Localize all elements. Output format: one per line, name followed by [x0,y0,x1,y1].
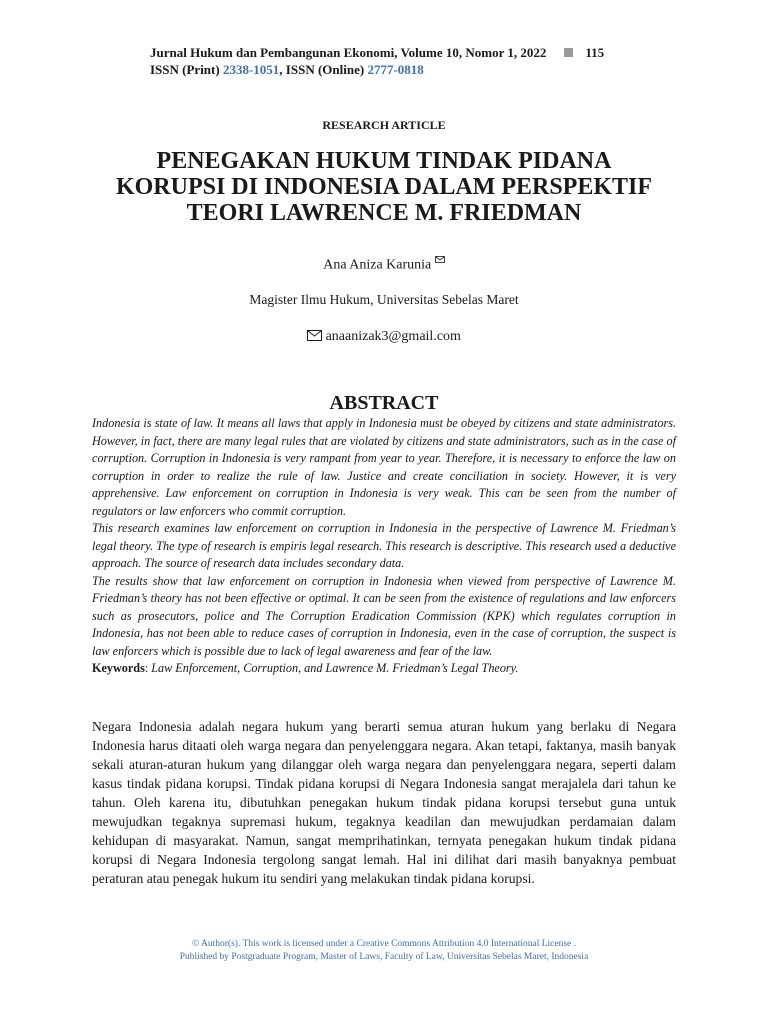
abstract-body [92,415,676,678]
issn-online-label: , ISSN (Online) [279,62,368,77]
title-line: PENEGAKAN HUKUM TINDAK PIDANA [156,148,612,174]
issn-print-label: ISSN (Print) [150,62,223,77]
abstract-heading: ABSTRACT [329,392,439,414]
envelope-icon [307,329,326,344]
email-line [0,329,768,345]
journal-header [150,44,680,78]
abstract-paragraph: The results show that law enforcement on corruption in Indonesia when viewed from perspective of Lawrence M. Friedman’s theory has not been effective or optimal. It can be seen from the existence of regulations and law enforcers such as prosecutors, police and The Corruption Eradication Commission (KPK) which regulates corruption in Indonesia, has not been able to reduce cases of corruption in Indonesia, even in the case of corruption, the suspect is law enforcers which is possible due to lack of legal awareness and fear of the law. [92,573,676,658]
title-line: TEORI LAWRENCE M. FRIEDMAN [186,200,582,226]
article-type: RESEARCH ARTICLE [322,118,446,132]
page-number: 115 [585,45,605,60]
journal-name: Jurnal Hukum dan Pembangunan Ekonomi, Volume 10, Nomor 1, 2022 [150,45,547,60]
title-line: KORUPSI DI INDONESIA DALAM PERSPEKTIF [115,174,653,200]
keywords-list: Law Enforcement, Corruption, and Lawrence M. Friedman’s Legal Theory. [151,661,519,675]
introduction-paragraph: Negara Indonesia adalah negara hukum yang berarti semua aturan hukum yang berlaku di Negara Indonesia harus ditaati oleh warga negara dan penyelenggara negara. Akan tetapi, faktanya, masih banyak sekali aturan-aturan hukum yang dilanggar oleh warga negara dan penyelenggara negara, seperti dalam kasus tindak pidana korupsi. Tindak pidana korupsi di Negara Indonesia sangat merajalela dari tahun ke tahun. Oleh karena itu, dibutuhkan penegakan hukum tindak pidana korupsi tersebut guna untuk mewujudkan tegaknya supremasi hukum, tegaknya keadilan dan mewujudkan perdamaian dalam kehidupan di masyarakat. Namun, sangat memprihatinkan, ternyata penegakan hukum tindak pidana korupsi di Negara Indonesia tergolong sangat lemah. Hal ini dilihat dari masih banyaknya pembuat peraturan atau penegak hukum itu sendiri yang melakukan tindak pidana korupsi. [92,719,676,886]
abstract-paragraph: Indonesia is state of law. It means all laws that apply in Indonesia must be obeyed by citizens and state administrators. However, in fact, there are many legal rules that are violated by citizens and state administrators, such as in the case of corruption. Corruption in Indonesia is very rampant from year to year. Therefore, it is necessary to enforce the law on corruption in order to realize the rule of law. Justice and create conciliation in society. However, it is very apprehensive. Law enforcement on corruption in Indonesia is very weak. This can be seen from the number of regulators or law enforcers who commit corruption. [92,416,676,518]
author-email[interactable]: anaanizak3@gmail.com [325,329,461,344]
abstract-paragraph: This research examines law enforcement on corruption in Indonesia in the perspective of Lawrence M. Friedman’s legal theory. The type of research is empiris legal research. This research is descriptive. This research used a deductive approach. The source of research data includes secondary data. [92,521,676,570]
issn-online-link[interactable]: 2777-0818 [367,62,424,77]
author-line [0,255,768,274]
affiliation: Magister Ilmu Hukum, Universitas Sebelas Maret [249,292,519,307]
license-text[interactable]: © Author(s). This work is licensed under a Creative Commons Attribution 4.0 International License . [191,939,577,949]
license-footer [0,938,768,964]
issn-print-link[interactable]: 2338-1051 [222,62,280,77]
issn-line [150,61,680,78]
envelope-icon[interactable] [435,255,445,266]
paper-title [84,148,684,226]
page-marker-square [564,48,573,57]
journal-line [150,44,680,61]
author-name: Ana Aniza Karunia [323,257,432,273]
keywords-line: Keywords: Law Enforcement, Corruption, and Lawrence M. Friedman’s Legal Theory. [92,661,519,675]
publisher-text: Published by Postgraduate Program, Master of Laws, Faculty of Law, Universitas Sebelas Maret, Indonesia [179,952,589,962]
keywords-label: Keywords [92,661,145,675]
